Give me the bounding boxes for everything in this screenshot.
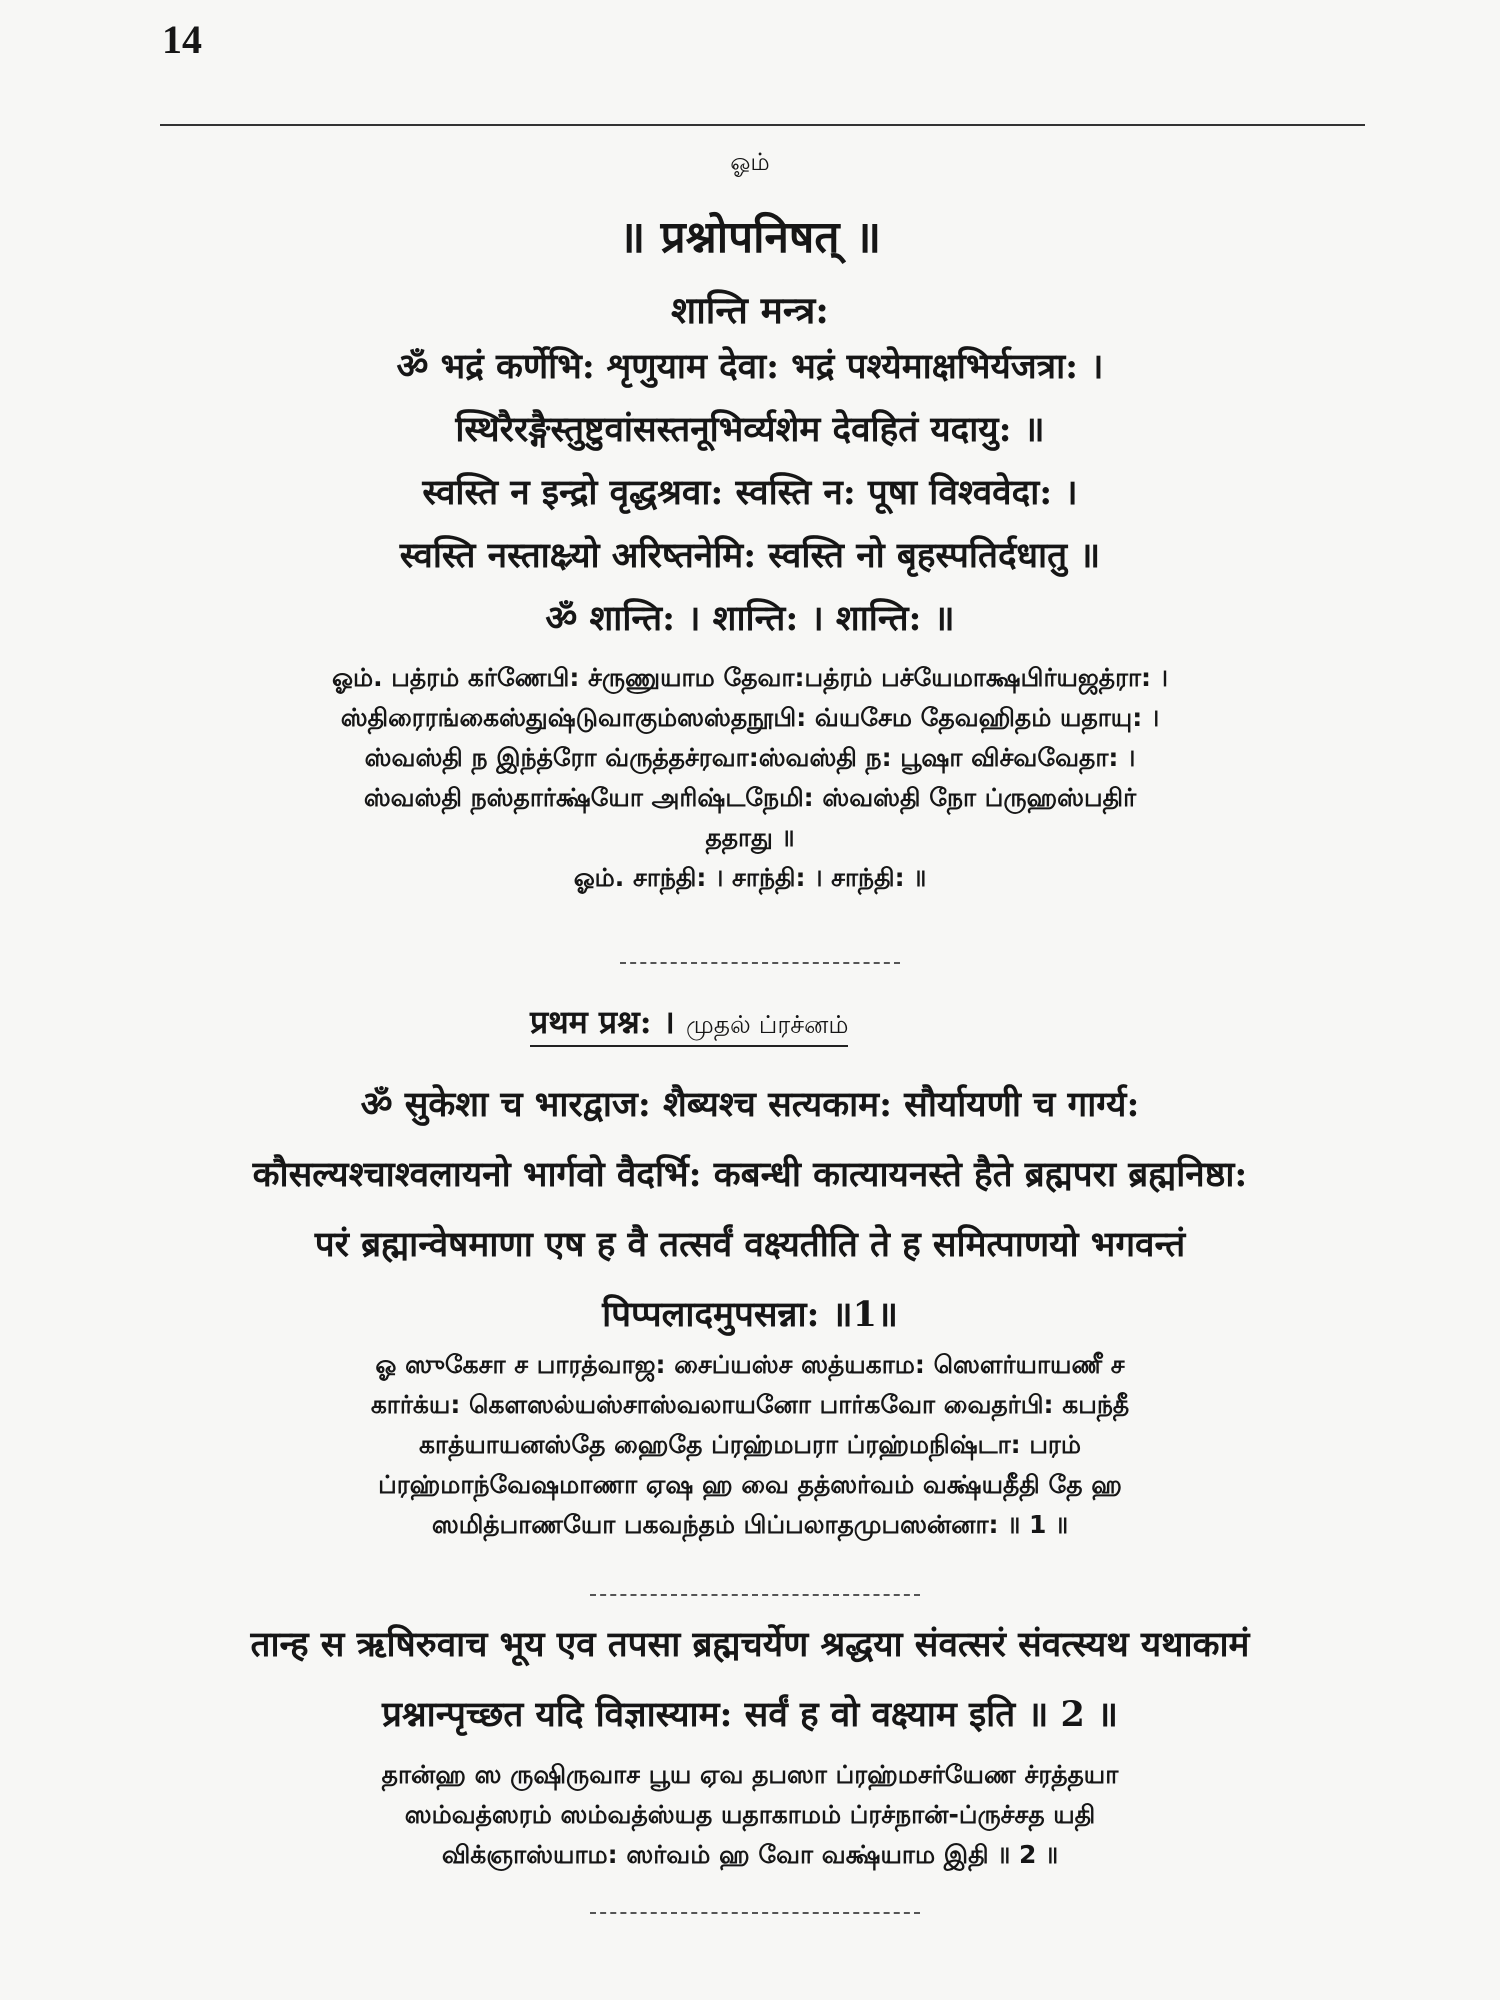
om-header: ஓம் bbox=[730, 148, 770, 176]
shanti-sanskrit-block bbox=[130, 335, 1370, 650]
verse1-tamil-block bbox=[130, 1345, 1370, 1545]
section-heading bbox=[530, 1000, 848, 1047]
verse-line: ॐ शान्ति: । शान्ति: । शान्ति: ॥ bbox=[545, 598, 955, 639]
transliteration-line: ஓ ஸுகேசா ச பாரத்வாஜ: சைப்யஸ்ச ஸத்யகாம: ஸௌர்யாயணீ ச bbox=[375, 1350, 1125, 1379]
verse-line: स्थिरैरङ्गैस्तुष्टुवांसस्तनूभिर्व्यशेम देवहितं यदायु: ॥ bbox=[455, 409, 1045, 450]
verse-line: पिप्पलादमुपसन्ना: ॥1॥ bbox=[602, 1294, 898, 1335]
transliteration-line: தான்ஹ ஸ ருஷிருவாச பூய ஏவ தபஸா ப்ரஹ்மசர்யேண ச்ரத்தயா bbox=[381, 1760, 1119, 1789]
shanti-tamil-block bbox=[130, 658, 1370, 898]
verse1-sanskrit-block bbox=[110, 1070, 1390, 1350]
transliteration-line: ஸ்வஸ்தி ந இந்த்ரோ வ்ருத்தச்ரவா:ஸ்வஸ்தி ந: பூஷா விச்வவேதா: । bbox=[364, 743, 1136, 772]
transliteration-line: விக்ஞாஸ்யாம: ஸர்வம் ஹ வோ வக்ஷ்யாம இதி ॥ 2 ॥ bbox=[441, 1840, 1059, 1869]
dashed-separator bbox=[590, 1594, 920, 1596]
transliteration-line: காத்யாயனஸ்தே ஹைதே ப்ரஹ்மபரா ப்ரஹ்மநிஷ்டா: பரம் bbox=[419, 1430, 1081, 1459]
verse-line: परं ब्रह्मान्वेषमाणा एष ह वै तत्सर्वं वक्ष्यतीति ते ह समित्पाणयो भगवन्तं bbox=[314, 1224, 1186, 1265]
section-heading-tamil: முதல் ப்ரச்னம் bbox=[686, 1010, 849, 1039]
transliteration-line: ப்ரஹ்மாந்வேஷமாணா ஏஷ ஹ வை தத்ஸர்வம் வக்ஷ்யதீதி தே ஹ bbox=[378, 1470, 1122, 1499]
section-heading-sanskrit: प्रथम प्रश्न: bbox=[530, 1003, 652, 1041]
verse-line: प्रश्नान्पृच्छत यदि विज्ञास्याम: सर्वं ह वो वक्ष्याम इति ॥ 2 ॥ bbox=[382, 1694, 1118, 1735]
verse2-tamil-block bbox=[130, 1755, 1370, 1875]
transliteration-line: ததாது ॥ bbox=[705, 823, 795, 852]
transliteration-line: கார்க்ய: கௌஸல்யஸ்சாஸ்வலாயனோ பார்கவோ வைதர்பி: கபந்தீ bbox=[370, 1390, 1130, 1419]
page-title: ॥ प्रश्नोपनिषत् ॥ bbox=[618, 212, 882, 263]
verse-line: तान्ह स ऋषिरुवाच भूय एव तपसा ब्रह्मचर्येण श्रद्धया संवत्सरं संवत्स्यथ यथाकामं bbox=[250, 1624, 1250, 1665]
verse-line: ॐ सुकेशा च भारद्वाज: शैब्यश्च सत्यकाम: सौर्यायणी च गार्ग्य: bbox=[360, 1084, 1140, 1125]
verse-line: कौसल्यश्चाश्वलायनो भार्गवो वैदर्भि: कबन्धी कात्यायनस्ते हैते ब्रह्मपरा ब्रह्मनिष्ठा: bbox=[252, 1154, 1248, 1195]
transliteration-line: ஸ்திரைரங்கைஸ்துஷ்டுவாகும்ஸஸ்தநூபி: வ்யசேம தேவஹிதம் யதாயு: । bbox=[340, 703, 1160, 732]
transliteration-line: ஸ்வஸ்தி நஸ்தார்க்ஷ்யோ அரிஷ்டநேமி: ஸ்வஸ்தி நோ ப்ருஹஸ்பதிர் bbox=[363, 783, 1137, 812]
verse-line: स्वस्ति न इन्द्रो वृद्धश्रवा: स्वस्ति न: पूषा विश्ववेदा: । bbox=[422, 472, 1078, 513]
transliteration-line: ஸம்வத்ஸரம் ஸம்வத்ஸ்யத யதாகாமம் ப்ரச்நான்-ப்ருச்சத யதி bbox=[404, 1800, 1096, 1829]
transliteration-line: ஓம். பத்ரம் கர்ணேபி: ச்ருணுயாம தேவா:பத்ரம் பச்யேமாக்ஷபிர்யஜத்ரா: । bbox=[332, 663, 1168, 692]
section-heading-separator: । bbox=[662, 1003, 675, 1041]
verse2-sanskrit-block bbox=[110, 1610, 1390, 1750]
page-number: 14 bbox=[162, 17, 202, 62]
shanti-heading: शान्ति मन्त्र: bbox=[671, 288, 829, 332]
dashed-separator bbox=[590, 1912, 920, 1914]
header-rule bbox=[160, 124, 1365, 126]
dashed-separator bbox=[620, 962, 900, 964]
transliteration-line: ஸமித்பாணயோ பகவந்தம் பிப்பலாதமுபஸன்னா: ॥ 1 ॥ bbox=[431, 1510, 1069, 1539]
verse-line: स्वस्ति नस्ताक्ष्र्यो अरिष्तनेमि: स्वस्ति नो बृहस्पतिर्दधातु ॥ bbox=[399, 535, 1101, 576]
transliteration-line: ஓம். சாந்தி: । சாந்தி: । சாந்தி: ॥ bbox=[573, 863, 927, 892]
verse-line: ॐ भद्रं कर्णेभि: शृणुयाम देवा: भद्रं पश्येमाक्षभिर्यजत्रा: । bbox=[396, 346, 1104, 387]
